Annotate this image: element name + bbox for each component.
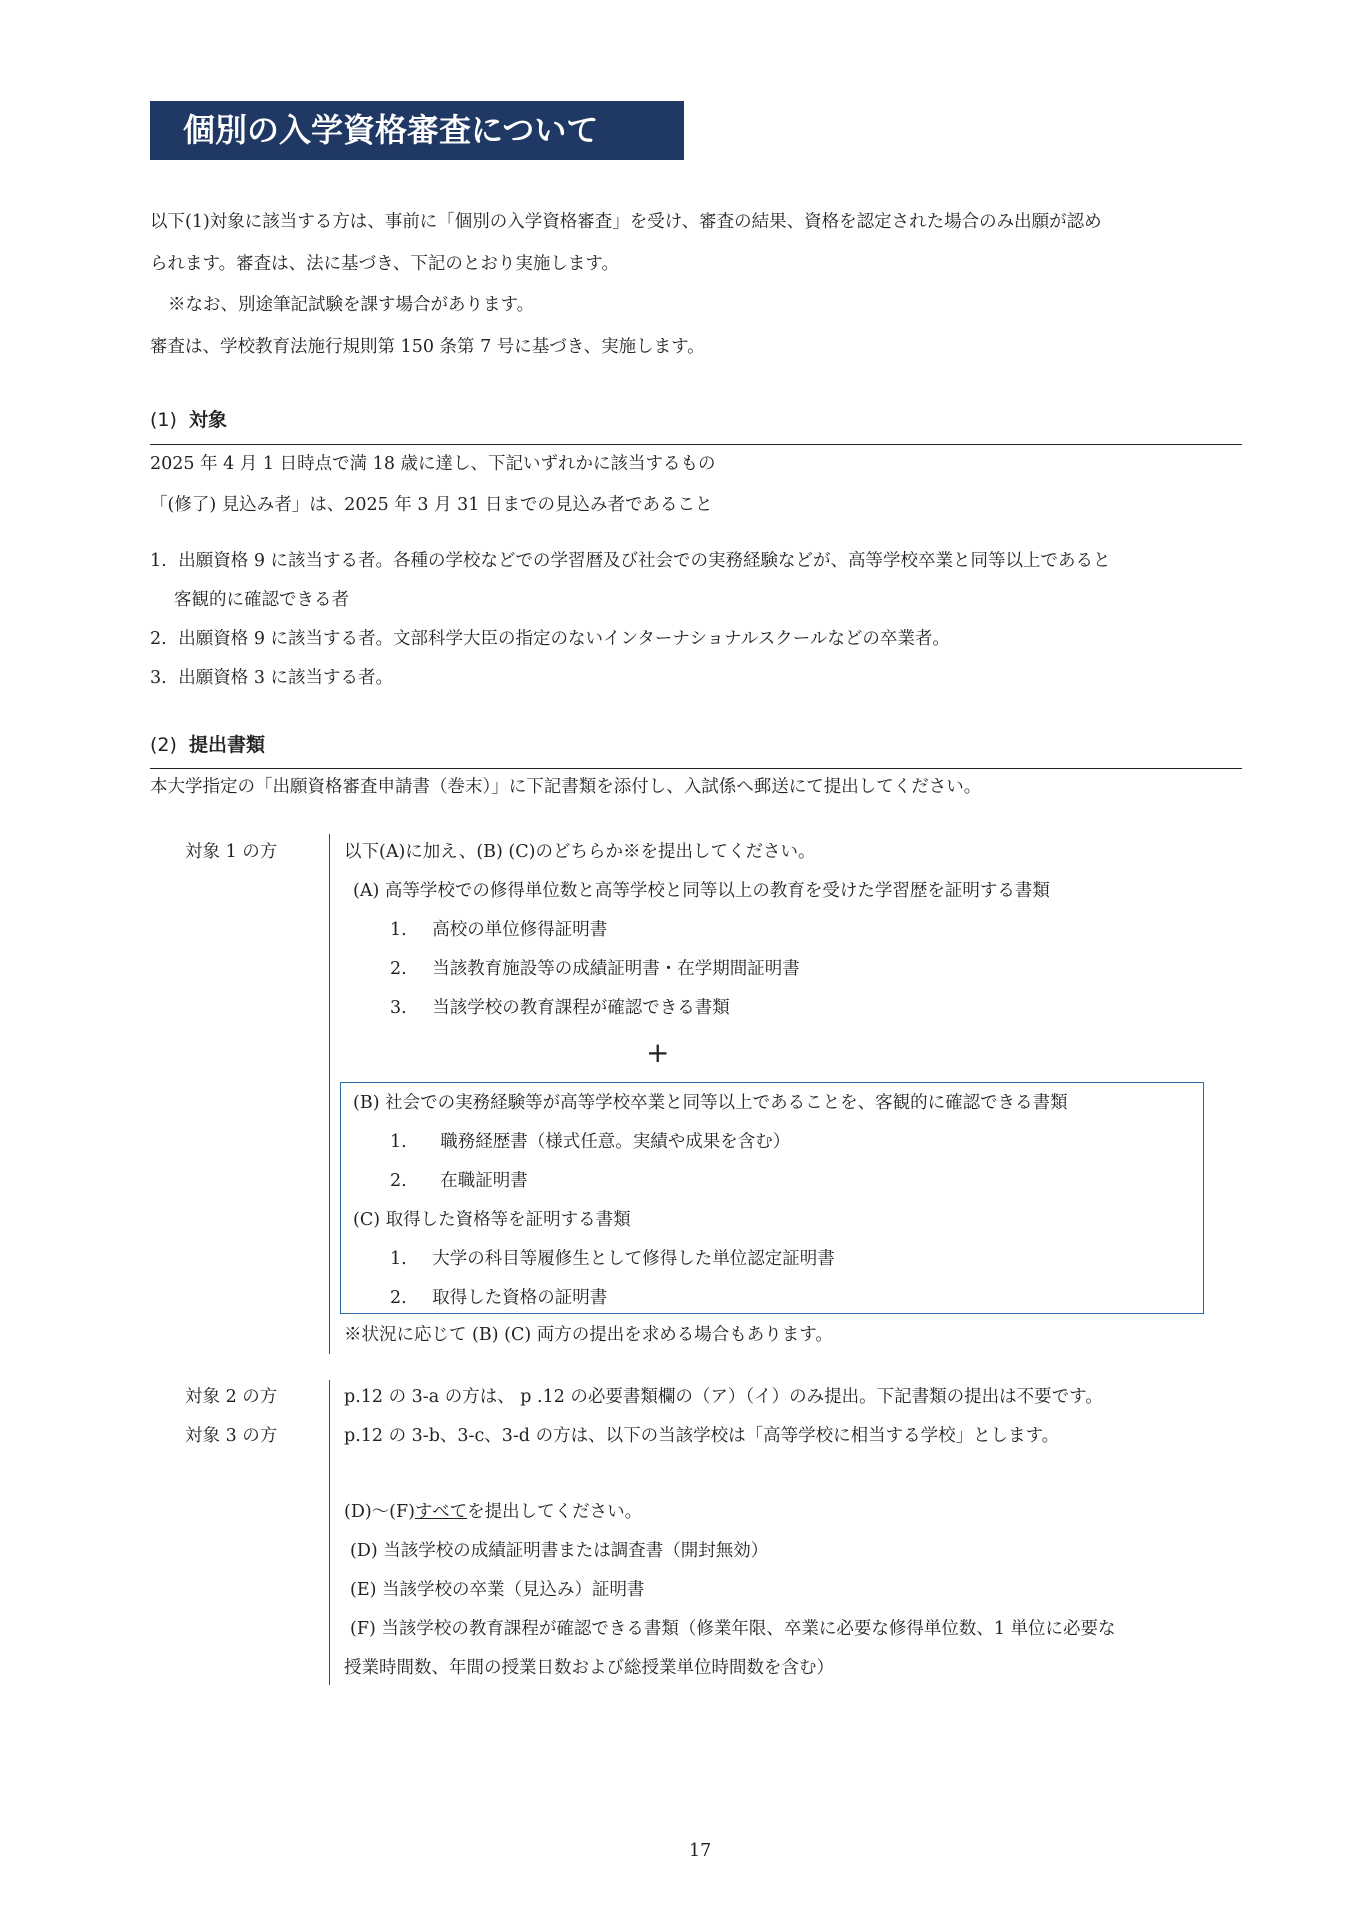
target-2-text: p.12 の 3-a の方は、 p .12 の必要書類欄の（ア）（イ）のみ提出。下記書類の提出は不要です。 xyxy=(344,1387,1103,1407)
list-item xyxy=(390,1130,790,1154)
target-1-divider xyxy=(329,834,330,1354)
list-item-number: 2. xyxy=(390,1288,407,1308)
page-number: 17 xyxy=(689,1841,712,1861)
list-item xyxy=(390,1286,607,1310)
list-item-text: 当該教育施設等の成績証明書・在学期間証明書 xyxy=(432,959,800,979)
section-2-label: 提出書類 xyxy=(189,734,266,756)
list-item-text: 当該学校の教育課程が確認できる書類 xyxy=(432,998,730,1018)
section-2-line-1: 本大学指定の「出願資格審査申請書（巻末）」に下記書類を添付し、入試係へ郵送にて提出してください。 xyxy=(150,777,982,797)
options-box xyxy=(340,1082,1204,1314)
page-title: 個別の入学資格審査について xyxy=(150,101,684,160)
target-3-label: 対象 3 の方 xyxy=(185,1426,278,1446)
list-item xyxy=(150,627,950,651)
group-f-continuation: 授業時間数、年間の授業日数および総授業単位時間数を含む） xyxy=(344,1658,834,1678)
list-item-text: 在職証明書 xyxy=(440,1171,528,1191)
group-f-title: (F) 当該学校の教育課程が確認できる書類（修業年限、卒業に必要な修得単位数、1 単位に必要な xyxy=(350,1619,1116,1639)
group-c-title: (C) 取得した資格等を証明する書類 xyxy=(353,1210,631,1230)
target-1-intro: 以下(A)に加え、(B) (C)のどちらか※を提出してください。 xyxy=(344,842,816,862)
list-item-number: 2. xyxy=(390,1171,407,1191)
list-item-continuation: 客観的に確認できる者 xyxy=(174,590,349,610)
target-3-intro-emphasis: すべて xyxy=(414,1502,468,1522)
section-2-heading xyxy=(150,730,265,757)
list-item-number: 1. xyxy=(390,920,407,940)
plus-sign: + xyxy=(646,1036,670,1069)
target-1-note: ※状況に応じて (B) (C) 両方の提出を求める場合もあります。 xyxy=(344,1325,833,1345)
group-b-title: (B) 社会での実務経験等が高等学校卒業と同等以上であることを、客観的に確認できる書類 xyxy=(353,1093,1068,1113)
target-3-text: p.12 の 3-b、3-c、3-d の方は、以下の当該学校は「高等学校に相当する学校」とします。 xyxy=(344,1426,1060,1446)
list-item xyxy=(390,1247,835,1271)
section-1-number: (1) xyxy=(150,409,177,431)
list-item-number: 2. xyxy=(390,959,407,979)
section-2-number: (2) xyxy=(150,734,177,756)
list-item xyxy=(390,996,730,1020)
list-item-number: 1. xyxy=(390,1249,407,1269)
list-item-text: 高校の単位修得証明書 xyxy=(432,920,608,940)
section-1-heading xyxy=(150,405,227,432)
list-item-text: 大学の科目等履修生として修得した単位認定証明書 xyxy=(432,1249,835,1269)
list-item-number: 1. xyxy=(150,551,167,571)
list-item-number: 3. xyxy=(390,998,407,1018)
section-1-rule xyxy=(150,444,1242,445)
list-item xyxy=(150,666,393,690)
list-item-text: 出願資格 3 に該当する者。 xyxy=(178,668,394,688)
group-a-title: (A) 高等学校での修得単位数と高等学校と同等以上の教育を受けた学習歴を証明する書類 xyxy=(353,881,1050,901)
list-item-text: 取得した資格の証明書 xyxy=(432,1288,608,1308)
target-2-label: 対象 2 の方 xyxy=(185,1387,278,1407)
intro-line-4: 審査は、学校教育法施行規則第 150 条第 7 号に基づき、実施します。 xyxy=(150,337,705,357)
section-1-line-2: 「(修了) 見込み者」は、2025 年 3 月 31 日までの見込み者であること xyxy=(150,495,713,515)
list-item-text: 職務経歴書（様式任意。実績や成果を含む） xyxy=(440,1132,791,1152)
list-item xyxy=(390,918,607,942)
intro-note: ※なお、別途筆記試験を課す場合があります。 xyxy=(168,295,535,315)
list-item-number: 2. xyxy=(150,629,167,649)
list-item xyxy=(150,549,1111,573)
target-3-intro-post: を提出してください。 xyxy=(467,1502,643,1522)
intro-line-1: 以下(1)対象に該当する方は、事前に「個別の入学資格審査」を受け、審査の結果、資格を認定された場合のみ出願が認め xyxy=(150,212,1102,232)
group-d-title: (D) 当該学校の成績証明書または調査書（開封無効） xyxy=(350,1541,769,1561)
section-1-label: 対象 xyxy=(189,409,228,431)
section-2-rule xyxy=(150,768,1242,769)
list-item-number: 3. xyxy=(150,668,167,688)
section-1-line-1: 2025 年 4 月 1 日時点で満 18 歳に達し、下記いずれかに該当するもの xyxy=(150,454,716,474)
list-item xyxy=(390,957,800,981)
list-item-text: 出願資格 9 に該当する者。各種の学校などでの学習暦及び社会での実務経験などが、高等学校卒業と同等以上であると xyxy=(178,551,1111,571)
group-e-title: (E) 当該学校の卒業（見込み）証明書 xyxy=(350,1580,645,1600)
list-item-text: 出願資格 9 に該当する者。文部科学大臣の指定のないインターナショナルスクールなどの卒業者。 xyxy=(178,629,950,649)
target-3-intro-pre: (D)～(F) xyxy=(344,1502,415,1522)
intro-line-2: られます。審査は、法に基づき、下記のとおり実施します。 xyxy=(150,254,619,274)
target-1-label: 対象 1 の方 xyxy=(185,842,278,862)
target-23-divider xyxy=(329,1380,330,1685)
list-item xyxy=(390,1169,528,1193)
target-3-intro xyxy=(344,1500,642,1524)
list-item-number: 1. xyxy=(390,1132,407,1152)
